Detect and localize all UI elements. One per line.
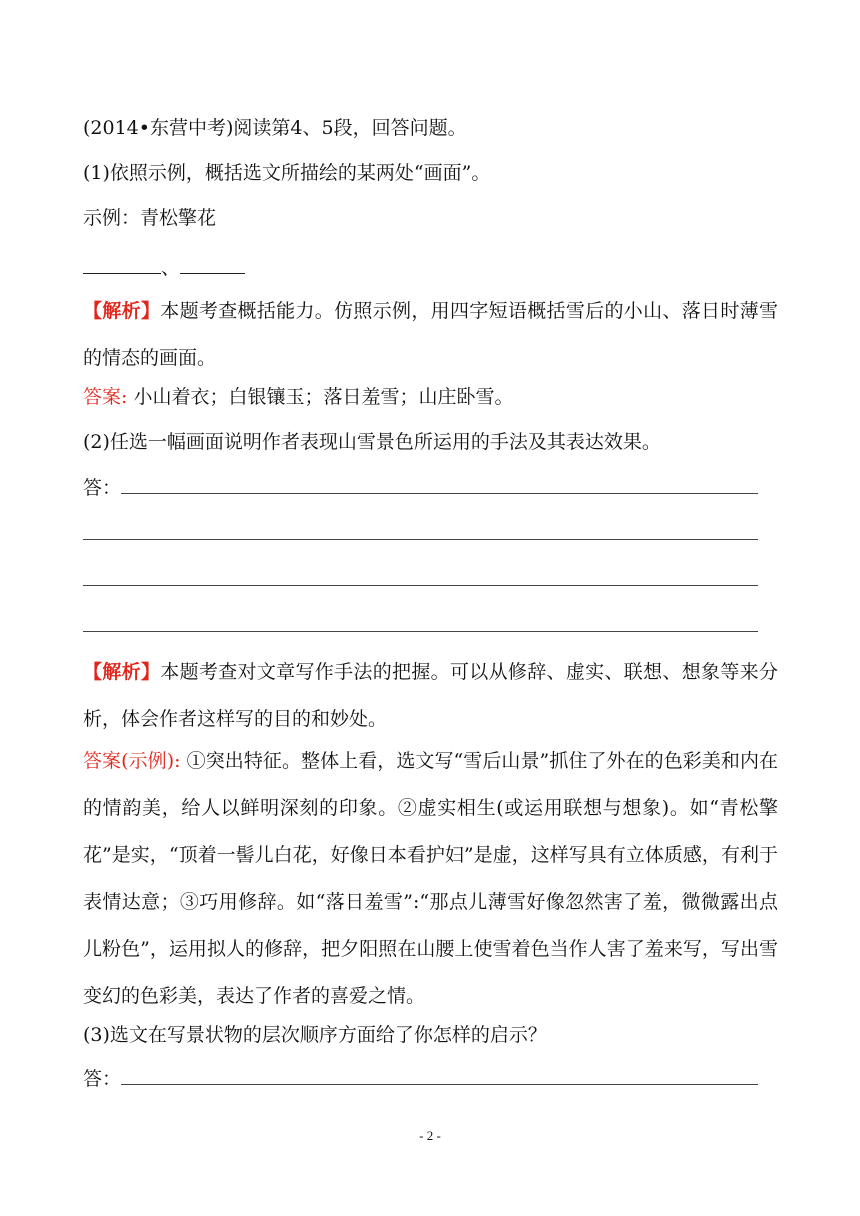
q3-answer-line-1[interactable]: [121, 1084, 758, 1085]
answer-label: 答案:: [83, 386, 128, 408]
q1-example: 示例：青松擎花: [83, 207, 217, 229]
q2-answer-prefix: 答：: [83, 477, 122, 499]
answer-blank-1[interactable]: [83, 253, 161, 274]
blank-separator: 、: [161, 257, 181, 279]
q3-answer-prefix: 答：: [83, 1068, 122, 1090]
q3-prompt: (3)选文在写景状物的层次顺序方面给了你怎样的启示？: [83, 1024, 547, 1046]
q1-answer-blanks: [83, 253, 245, 280]
q1-analysis: [83, 288, 778, 382]
q2-answer: [83, 738, 778, 1020]
q1-prompt: (1)依照示例，概括选文所描绘的某两处“画面”。: [83, 162, 491, 184]
page-number: - 2 -: [419, 1128, 441, 1143]
answer-blank-2[interactable]: [180, 253, 245, 274]
analysis-tag: 【解析】: [83, 661, 161, 683]
q2-prompt: (2)任选一幅画面说明作者表现山雪景色所运用的手法及其表达效果。: [83, 431, 661, 453]
q2-answer-line-1[interactable]: [121, 493, 758, 494]
q2-answer-line-4[interactable]: [83, 631, 758, 632]
analysis-tag: 【解析】: [83, 300, 161, 322]
analysis-text: 本题考查概括能力。仿照示例，用四字短语概括雪后的小山、落日时薄雪的情态的画面。: [83, 300, 778, 369]
q2-answer-line-3[interactable]: [83, 585, 758, 586]
answer-label: 答案(示例):: [83, 750, 181, 772]
q2-analysis: [83, 649, 778, 743]
answer-text: 小山着衣；白银镶玉；落日羞雪；山庄卧雪。: [127, 386, 514, 408]
question-intro: (2014•东营中考)阅读第4、5段，回答问题。: [83, 117, 467, 139]
q1-answer: [83, 385, 513, 409]
q2-answer-line-2[interactable]: [83, 539, 758, 540]
answer-text: ①突出特征。整体上看，选文写“雪后山景”抓住了外在的色彩美和内在的情韵美，给人以鲜明深刻的印象。②虚实相生(或运用联想与想象)。如“青松擎花”是实，“顶着一髻儿白花，好像日本看护妇”是虚，这样写具有立体质感，有利于表情达意；③巧用修辞。如“落日羞雪”:“那点儿薄雪好像忽然害了羞，微微露出点儿粉色”，运用拟人的修辞，把夕阳照在山腰上使雪着色当作人害了羞来写，写出雪变幻的色彩美，表达了作者的喜爱之情。: [83, 750, 779, 1007]
analysis-text: 本题考查对文章写作手法的把握。可以从修辞、虚实、联想、想象等来分析，体会作者这样写的目的和妙处。: [83, 661, 778, 730]
